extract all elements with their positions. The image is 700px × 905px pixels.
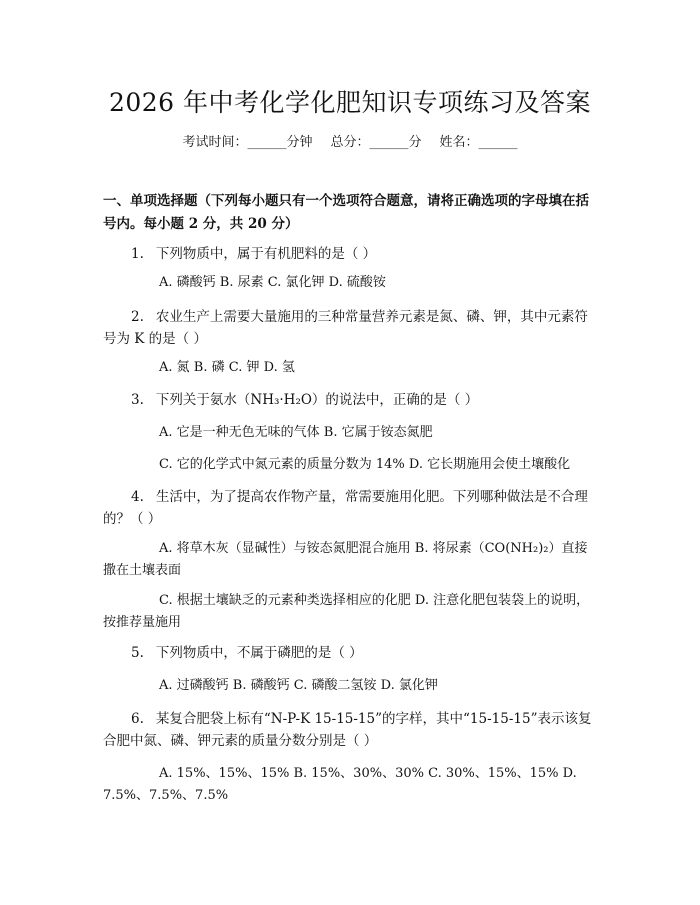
- question-text: 下列物质中，不属于磷肥的是（ ）: [155, 645, 363, 661]
- question-number: 5.: [131, 645, 144, 661]
- section-heading: 一、单项选择题（下列每小题只有一个选项符合题意，请将正确选项的字母填在括号内。每小题 2 分，共 20 分）: [103, 193, 589, 232]
- question-6: [103, 708, 597, 752]
- question-4: [103, 486, 597, 530]
- question-2: [103, 306, 597, 350]
- exam-info-line: [0, 131, 700, 150]
- total-score-label: 总分：______分: [330, 135, 422, 150]
- question-1-options: A. 磷酸钙 B. 尿素 C. 氯化钾 D. 硫酸铵: [159, 275, 386, 290]
- question-5-options: A. 过磷酸钙 B. 磷酸钙 C. 磷酸二氢铵 D. 氯化钾: [159, 678, 438, 693]
- page-title: 2026 年中考化学化肥知识专项练习及答案: [108, 88, 592, 117]
- question-4-options-cd: C. 根据土壤缺乏的元素种类选择相应的化肥 D. 注意化肥包装袋上的说明，按推荐量施用: [103, 593, 590, 630]
- question-3-options-cd: C. 它的化学式中氮元素的质量分数为 14% D. 它长期施用会使土壤酸化: [159, 457, 571, 472]
- question-3: [103, 389, 597, 411]
- question-text: 农业生产上需要大量施用的三种常量营养元素是氮、磷、钾，其中元素符号为 K 的是（ ）: [103, 309, 588, 347]
- student-name-label: 姓名：______: [439, 135, 518, 150]
- question-number: 1.: [131, 246, 144, 262]
- question-text: 下列关于氨水（NH₃·H₂O）的说法中，正确的是（ ）: [155, 392, 479, 408]
- question-6-options: A. 15%、15%、15% B. 15%、30%、30% C. 30%、15%、15% D. 7.5%、7.5%、7.5%: [103, 766, 577, 803]
- exam-time-label: 考试时间：______分钟: [182, 135, 313, 150]
- question-text: 某复合肥袋上标有“N-P-K 15-15-15”的字样，其中“15-15-15”表示该复合肥中氮、磷、钾元素的质量分数分别是（ ）: [103, 711, 592, 749]
- question-2-options: A. 氮 B. 磷 C. 钾 D. 氢: [159, 360, 295, 375]
- question-5: [103, 642, 597, 664]
- question-number: 6.: [131, 711, 144, 727]
- question-text: 生活中，为了提高农作物产量，常需要施用化肥。下列哪种做法是不合理的？（ ）: [103, 489, 588, 527]
- question-number: 4.: [131, 489, 144, 505]
- question-1: [103, 243, 597, 265]
- question-number: 2.: [131, 309, 144, 325]
- question-4-options-ab: A. 将草木灰（显碱性）与铵态氮肥混合施用 B. 将尿素（CO(NH₂)₂）直接撒在土壤表面: [103, 541, 588, 578]
- question-text: 下列物质中，属于有机肥料的是（ ）: [155, 246, 377, 262]
- question-number: 3.: [131, 392, 144, 408]
- question-3-options-ab: A. 它是一种无色无味的气体 B. 它属于铵态氮肥: [159, 425, 433, 440]
